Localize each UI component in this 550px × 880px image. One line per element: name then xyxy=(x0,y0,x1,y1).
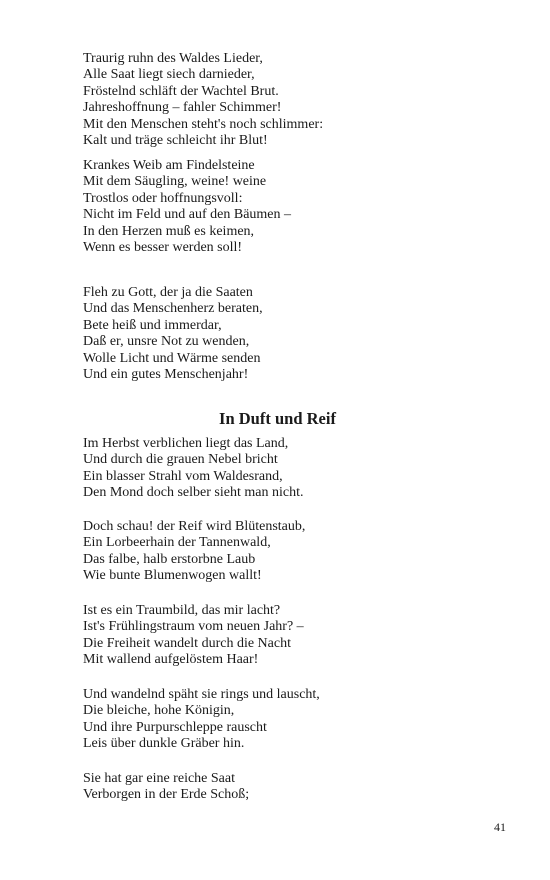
poem2-stanza-4 xyxy=(83,687,320,753)
poem1-stanza-3 xyxy=(83,285,263,383)
poem-line: Doch schau! der Reif wird Blütenstaub, xyxy=(83,519,306,534)
poem-line: Krankes Weib am Findelsteine xyxy=(83,158,255,173)
poem-line: Und durch die grauen Nebel bricht xyxy=(83,452,278,468)
poem-line: Ein Lorbeerhain der Tannenwald, xyxy=(83,535,271,551)
poem-line: Bete heiß und immerdar, xyxy=(83,317,222,333)
poem-line: Und wandelnd späht sie rings und lauscht, xyxy=(83,687,320,702)
poem-line: Ist es ein Traumbild, das mir lacht? xyxy=(83,603,281,618)
poem2-stanza-5 xyxy=(83,771,249,804)
poem-line: Im Herbst verblichen liegt das Land, xyxy=(83,436,289,451)
poem1-stanza-1 xyxy=(83,51,323,149)
poem-line: Sie hat gar eine reiche Saat xyxy=(83,771,235,786)
poem-line: Alle Saat liegt siech darnieder, xyxy=(83,67,255,83)
poem-line: Jahreshoffnung – fahler Schimmer! xyxy=(83,100,282,116)
poem-line: Mit dem Säugling, weine! weine xyxy=(83,174,267,190)
page-number: 41 xyxy=(494,820,506,834)
poem-line: In den Herzen muß es keimen, xyxy=(83,223,255,239)
poem-title: In Duft und Reif xyxy=(219,409,336,428)
poem2-stanza-3 xyxy=(83,603,304,669)
poem-line: Den Mond doch selber sieht man nicht. xyxy=(83,485,304,501)
poem-line: Mit den Menschen steht's noch schlimmer: xyxy=(83,116,324,132)
poem-line: Das falbe, halb erstorbne Laub xyxy=(83,551,256,567)
poem-line: Ist's Frühlingstraum vom neuen Jahr? – xyxy=(83,619,304,635)
poem-line: Leis über dunkle Gräber hin. xyxy=(83,736,245,752)
poem-line: Wie bunte Blumenwogen wallt! xyxy=(83,568,262,584)
poem-line: Die bleiche, hohe Königin, xyxy=(83,703,235,719)
poem-line: Und ihre Purpurschleppe rauscht xyxy=(83,719,267,735)
poem-line: Kalt und träge schleicht ihr Blut! xyxy=(83,133,268,149)
poem-line: Fleh zu Gott, der ja die Saaten xyxy=(83,285,253,300)
poem-line: Nicht im Feld und auf den Bäumen – xyxy=(83,207,292,223)
poem-line: Verborgen in der Erde Schoß; xyxy=(83,787,250,803)
poem-line: Und ein gutes Menschenjahr! xyxy=(83,367,249,383)
poem-line: Wolle Licht und Wärme senden xyxy=(83,350,261,366)
poem-line: Die Freiheit wandelt durch die Nacht xyxy=(83,635,291,651)
poem1-stanza-2 xyxy=(83,158,291,256)
poem-line: Traurig ruhn des Waldes Lieder, xyxy=(83,51,263,66)
poem-line: Und das Menschenherz beraten, xyxy=(83,301,263,317)
poem-line: Fröstelnd schläft der Wachtel Brut. xyxy=(83,83,279,99)
poem-line: Ein blasser Strahl vom Waldesrand, xyxy=(83,468,283,484)
poem-line: Daß er, unsre Not zu wenden, xyxy=(83,334,250,350)
poem-line: Wenn es besser werden soll! xyxy=(83,240,243,256)
poem-line: Mit wallend aufgelöstem Haar! xyxy=(83,652,259,668)
poem-line: Trostlos oder hoffnungsvoll: xyxy=(83,190,243,206)
poem2-stanza-2 xyxy=(83,519,305,585)
poem2-stanza-1 xyxy=(83,436,303,502)
